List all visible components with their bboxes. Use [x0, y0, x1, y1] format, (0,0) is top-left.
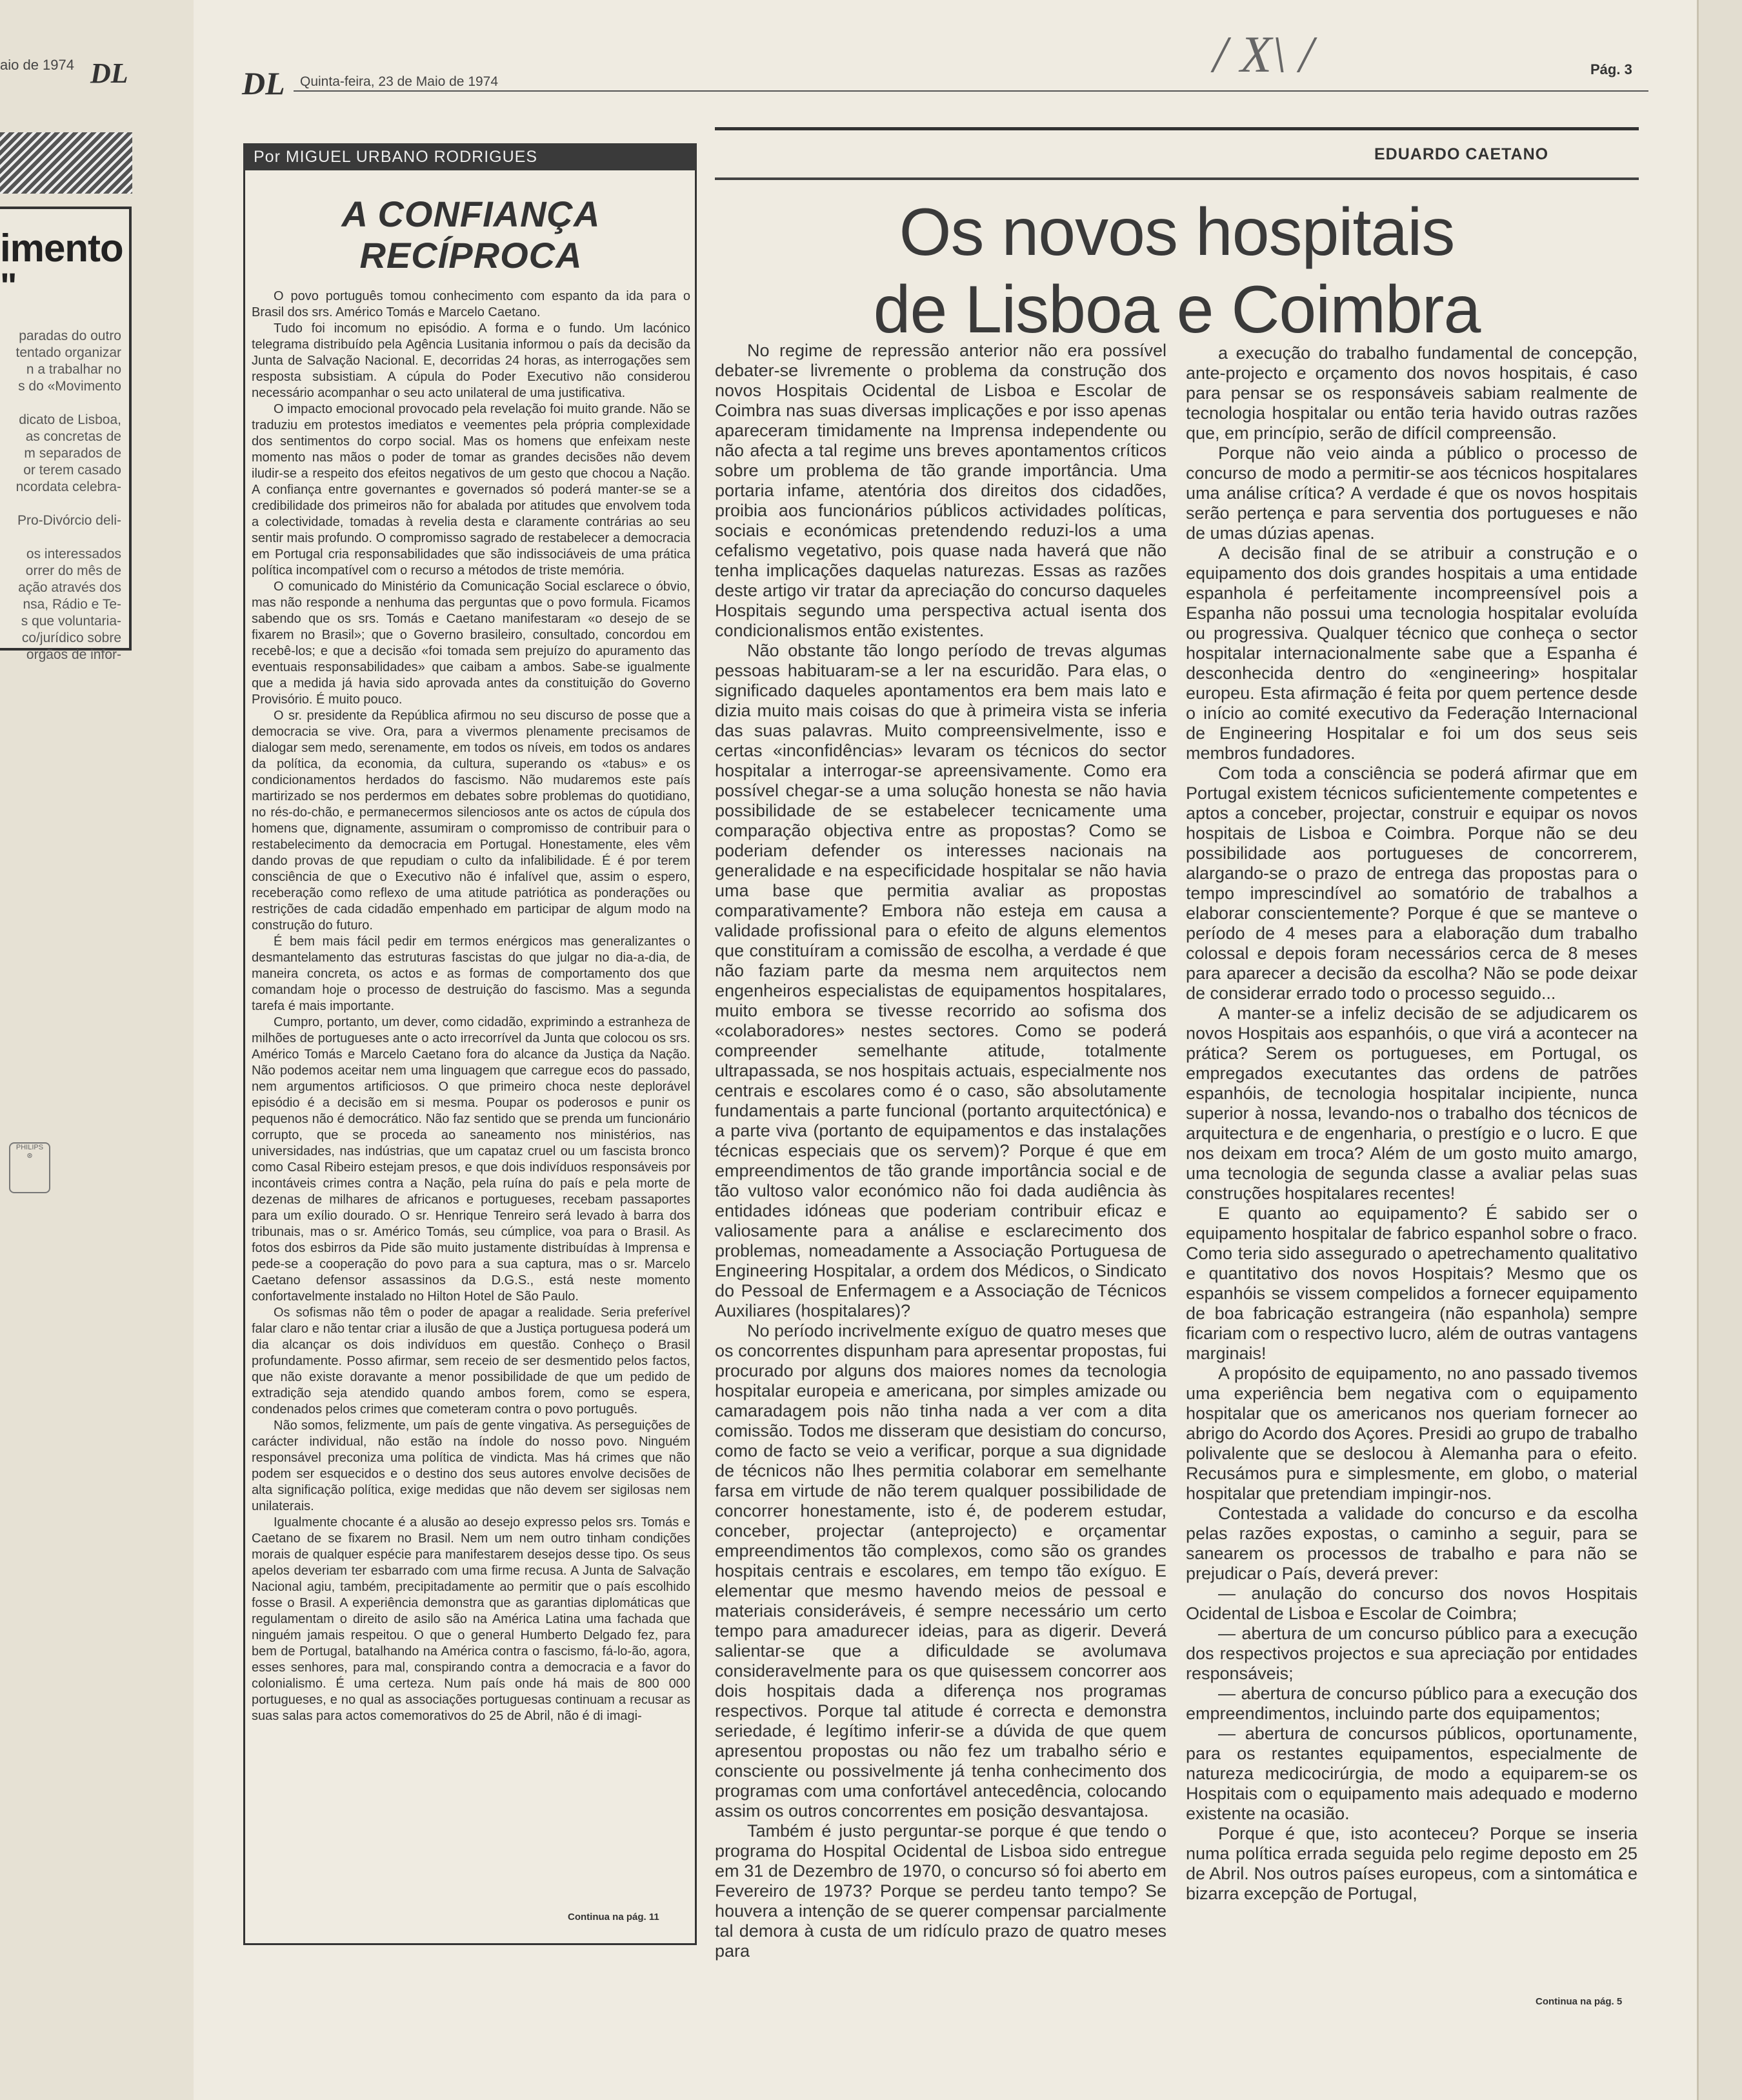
left-paragraph: O impacto emocional provocado pela revelação foi muito grande. Não se traduziu em protestos imediatos e veementes pela própria complexidade dos sentimentos do corpo social. Mas os homens que enfeixam neste momento nas mãos o poder de tomar as grandes decisões não devem iludir-se a respeito dos efeitos negativos de um gesto que chocou a Nação. A confiança entre governantes e governados só poderá manter-se se a credibilidade dos primeiros não for abalada por atitudes que envolvem toda a colectividade, tomadas à revelia desta e claramente contrárias ao seu sentir mais profundo. O compromisso sagrado de restabelecer a democracia em Portugal cria responsabilidades que são indissociáveis de uma prática política incompatível com o recurso a métodos de triste memória.	[252, 402, 690, 578]
main-paragraph: No regime de repressão anterior não era possível debater-se livremente o problema da construção dos novos Hospitais Ocidental de Lisboa e Escolar de Coimbra nas suas diversas implicações e por isso apenas apareceram timidamente na Imprensa independente ou não afecta a tal regime uns breves apontamentos críticos sobre um problema de tão grande importância. Uma portaria infame, atentória dos direitos dos cidadões, proibia aos funcionários públicos actividades políticas, sociais e económicas pretendendo reduzi-los a uma cefalismo vegetativo, pois quase nada haverá que não tenha implicações daquelas naturezas. Essas as razões deste artigo vir tratar da apreciação do concurso daqueles Hospitais segundo uma perspectiva actual isenta dos condicionalismos então existentes.	[715, 341, 1166, 640]
main-title-rule	[715, 177, 1639, 180]
main-paragraph: Contestada a validade do concurso e da escolha pelas razões expostas, o caminho a seguir, para se sanearem os processos de trabalho e para não se prejudicar o País, deverá prever:	[1186, 1504, 1637, 1583]
left-paragraph: O sr. presidente da República afirmou no seu discurso de posse que a democracia se vive. Ora, para a vivermos plenamente precisamos de dialogar sem medo, serenamente, em todos os níveis, em todos os andares da política, da economia, da cultura, superando os «tabus» e os condicionamentos herdados do fascismo. Não mudaremos este país martirizado se nos perdermos em debates sobre problemas do quotidiano, no rés-do-chão, e permanecermos silenciosos ante os actos de cúpula dos homens que, dignamente, assumiram o compromisso de contribuir para o restabelecimento da democracia em Portugal. Honestamente, eles vêm dando provas de que repudiam o culto da infalibilidade. É é por terem consciência de que o Executivo não é infalível que, assim o espero, receberação como reflexo de uma atitude patriótica as ponderações ou restrições de cada cidadão empenhado em participar de algum modo na construção do futuro.	[252, 709, 690, 933]
left-paragraph: O comunicado do Ministério da Comunicação Social esclarece o óbvio, mas não responde a nenhuma das perguntas que o povo formula. Ficamos sabendo que os srs. Tomás e Caetano manifestaram «o desejo de se fixarem no Brasil»; que o Governo brasileiro, consultado, concordou em recebê-los; e que a decisão «foi tomada sem prejuízo do apuramento das eventuais responsabilidades» que caibam a ambos. Sabe-se igualmente que a medida já havia sido aprovada antes da constituição do Governo Provisório. É muito pouco.	[252, 580, 690, 707]
main-paragraph: Não obstante tão longo período de trevas algumas pessoas habituaram-se a ler na escuridão. Para elas, o significado daqueles apontamentos era bem mais lato e dizia muito mais coisas do que à primeira vista se inferia das suas palavras. Muito compreensivelmente, isso e certas «inconfidências» levaram os técnicos do sector hospitalar a interrogar-se apreensivamente. Como era possível chegar-se a uma solução honesta se não havia possibilidade de se estabelecer tecnicamente uma comparação objectiva entre as propostas? Como se poderiam defender os interesses nacionais na generalidade e na especificidade hospitalar se não havia uma base que permitia avaliar as propostas comparativamente? Embora não esteja em causa a validade profissional para o efeito de alguns elementos que constituíram a comissão de escolha, a verdade é que não faziam parte da mesma nem arquitectos nem engenheiros especialistas de equipamentos hospitalares, muito embora se tivesse recorrido ao sofisma dos «colaboradores» nestes sectores. Como se poderá compreender semelhante atitude, totalmente ultrapassada, se nos hospitais actuais, especialmente nos centrais e escolares como é o caso, são absolutamente fundamentais a parte funcional (portanto arquitectónica) e a parte viva (portanto de equipamentos e das instalações técnicas especiais que os servem)? Porque é que em empreendimentos de tão grande importância social e de tão vultoso valor económico não foi dada audiência às entidades idóneas que poderiam contribuir eficaz e valiosamente para a análise e esclarecimento dos problemas, nomeadamente a Associação Portuguesa de Engineering Hospitalar, a ordem dos Médicos, o Sindicato do Pessoal de Enfermagem e a Associação de Técnicos Auxiliares (hospitalares)?	[715, 641, 1166, 1320]
prev-page-quote: "	[0, 265, 17, 306]
left-paragraph: Cumpro, portanto, um dever, como cidadão, exprimindo a estranheza de milhões de portugueses ante o acto irrecorrível da Junta que colocou os srs. Américo Tomás e Marcelo Caetano fora do alcance da Justiça da Nação. Não podemos aceitar nem uma linguagem que carregue ecos do passado, nem argumentos artificiosos. O que primeiro choca neste deplorável episódio é a decisão em si mesma. Poupar os poderosos e punir os pequenos não é democrático. Não faz sentido que se prenda um funcionário corrupto, que se proceda ao saneamento nos ministérios, nas universidades, nas indústrias, que um capataz cruel ou um fascista bronco como Casal Ribeiro estejam presos, e que dois indivíduos responsáveis por incontáveis crimes contra a Nação, pela ruína do país e pela morte de dezenas de milhares de africanos e portugueses, recebam passaportes para um exílio dourado. O sr. Henrique Tenreiro será levado à barra dos tribunais, mas o sr. Américo Tomás, seu cúmplice, voa para o Brasil. As fotos dos esbirros da Pide são muito justamente distribuídas à Imprensa e pede-se a cooperação do povo para a sua captura, mas o sr. Marcelo Caetano defensor assassinos da D.G.S., está neste momento confortavelmente instalado no Hilton Hotel de São Paulo.	[252, 1015, 690, 1304]
prev-page-line: nsa, Rádio e Te-	[23, 597, 121, 612]
prev-page-logo: DL	[90, 57, 128, 89]
prev-page-date: aio de 1974	[0, 57, 74, 73]
main-column-2	[1186, 343, 1637, 1963]
main-paragraph: E quanto ao equipamento? É sabido ser o equipamento hospitalar de fabrico espanhol sobre o fraco. Como teria sido assegurado o apetrechamento qualitativo e quantitativo dos novos Hospitais? Mesmo que os espanhóis se vissem compelidos a fornecer equipamento de boa fabricação estrangeira (não espanhola) sempre ficariam com o respectivo lucro, além de outras vantagens marginais!	[1186, 1204, 1637, 1363]
left-paragraph: Igualmente chocante é a alusão ao desejo expresso pelos srs. Tomás e Caetano de se fixarem no Brasil. Nem um nem outro tinham condições morais de qualquer espécie para manifestarem desejos desse tipo. Os seus apelos deveriam ter esbarrado com uma firme recusa. A Junta de Salvação Nacional agiu, também, precipitadamente ao permitir que o país escolhido fosse o Brasil. A experiência demonstra que as garantias diplomáticas que regulamentam o direito de asilo são na América Latina uma fachada que ninguém jamais respeitou. O que o general Humberto Delgado fez, para bem de Portugal, batalhando na América contra o fascismo, fá-lo-ão, agora, esses senhores, para mal, conspirando contra a democracia e a favor do colonialismo. É uma certeza. Num país onde há mais de 800 000 portugueses, e no qual as associações portuguesas continuam a recusar as suas salas para actos comemorativos do 25 de Abril, não é di imagi-	[252, 1515, 690, 1723]
prev-page-line: tentado organizar	[15, 345, 121, 360]
prev-page-line: orgãos de infor-	[26, 647, 121, 662]
prev-page-line: m separados de	[24, 446, 121, 461]
main-paragraph: Também é justo perguntar-se porque é que tendo o programa do Hospital Ocidental de Lisboa sido entregue em 31 de Dezembro de 1970, o concurso só foi aberto em Fevereiro de 1973? Porque se perdeu tanto tempo? Se houvera a intenção de se querer compensar parcialmente tal demora à custa de um ridículo prazo de quatro meses para	[715, 1821, 1166, 1961]
main-continued: Continua na pág. 5	[1536, 1996, 1623, 2007]
main-paragraph: — abertura de concursos públicos, oportunamente, para os restantes equipamentos, especialmente de natureza medicocirúrgia, de modo a equiparem-se os Hospitais com o equipamento mais adequado e moderno existente na ocasião.	[1186, 1724, 1637, 1823]
left-headline-line-1: A CONFIANÇA	[341, 194, 601, 234]
prev-page-line: dicato de Lisboa,	[19, 412, 121, 427]
main-top-rule	[715, 127, 1639, 130]
left-headline	[258, 194, 684, 276]
left-byline: Por MIGUEL URBANO RODRIGUES	[243, 143, 697, 170]
main-paragraph: — abertura de um concurso público para a execução dos respectivos projectos e sua apreciação por entidades responsáveis;	[1186, 1624, 1637, 1683]
main-paragraph: — abertura de concurso público para a execução dos empreendimentos, incluindo parte dos equipamentos;	[1186, 1684, 1637, 1723]
prev-page-line: orrer do mês de	[25, 563, 121, 578]
prev-page-line: n a trabalhar no	[26, 362, 121, 377]
prev-page-line: s que voluntaria-	[21, 614, 121, 629]
masthead-logo: DL	[242, 65, 285, 101]
prev-page-line: ncordata celebra-	[15, 480, 121, 494]
masthead-date: Quinta-feira, 23 de Maio de 1974	[300, 74, 499, 89]
left-paragraph: Os sofismas não têm o poder de apagar a realidade. Seria preferível falar claro e não tentar criar a ilusão de que a Justiça portuguesa poderá um dia alcançar os dois indivíduos em questão. Conheço o Brasil profundamente. Posso afirmar, sem receio de ser desmentido pelos factos, que não existe doravante a menor possibilidade de que um pedido de extradição seja atendido quando ambos forem, como se espera, condenados pelos crimes que cometeram contra o povo português.	[252, 1306, 690, 1417]
left-headline-line-2: RECÍPROCA	[359, 235, 583, 276]
philips-logo: PHILIPS ⊛	[9, 1142, 50, 1193]
prev-page-line: as concretas de	[25, 429, 121, 444]
main-paragraph: — anulação do concurso dos novos Hospitais Ocidental de Lisboa e Escolar de Coimbra;	[1186, 1584, 1637, 1623]
left-paragraph: Não somos, felizmente, um país de gente vingativa. As perseguições de carácter individual, não estão na índole do nosso povo. Ninguém responsável preconiza uma política de vindicta. Mas há crimes que não podem ser esquecidos e o destino dos seus autores envolve decisões de alta significação política, exige medidas que não devem ser sigilosas nem unilaterais.	[252, 1419, 690, 1513]
main-title-line-1: Os novos hospitais	[899, 195, 1455, 270]
prev-page-line: ação através dos	[18, 580, 121, 595]
main-paragraph: A decisão final de se atribuir a construção e o equipamento dos dois grandes hospitais a uma entidade espanhola é perfeitamente incompreensível pois a Espanha não possui uma tecnologia hospitalar evoluída ou progressiva. Qualquer técnico que conheça o sector hospitalar internacionalmente sabe que a Espanha é desconhecida dentro do «engineering» hospitalar europeu. Esta afirmação é feita por quem pertence desde o início ao comité executivo da Federação Internacional de Engineering Hospitalar e foi um dos seus seis membros fundadores.	[1186, 543, 1637, 763]
prev-page-title: imento	[0, 227, 123, 270]
left-paragraph: O povo português tomou conhecimento com espanto da ida para o Brasil dos srs. Américo Tomás e Marcelo Caetano.	[252, 289, 690, 319]
prev-page-line: or terem casado	[23, 463, 121, 478]
left-paragraph: Tudo foi incomum no episódio. A forma e o fundo. Um lacónico telegrama distribuído pela Agência Lusitania informou o país da decisão da Junta de Salvação Nacional. E, decorridas 24 horas, as interrogações sem resposta subsistiam. A cúpula do Poder Executivo não considerou necessário acompanhar o seu acto unilateral de uma justificativa.	[252, 321, 690, 400]
main-paragraph: Porque é que, isto aconteceu? Porque se inseria numa política errada seguida pelo regime deposto em 25 de Abril. Nos outros países europeus, com a sintomática e bizarra excepção de Portugal,	[1186, 1824, 1637, 1903]
prev-page-line: s do «Movimento	[18, 379, 121, 394]
left-continued: Continua na pág. 11	[568, 1912, 659, 1923]
main-paragraph: a execução do trabalho fundamental de concepção, ante-projecto e orçamento dos novos hospitais, é caso para pensar se os responsáveis sabiam realmente de tecnologia hospitalar ou então teria havido outras razões que, em princípio, serão de difícil compreensão.	[1186, 343, 1637, 443]
main-title-line-2: de Lisboa e Coimbra	[873, 272, 1481, 347]
prev-page-line: paradas do outro	[19, 328, 121, 343]
left-article-body	[252, 288, 690, 1876]
main-paragraph: No período incrivelmente exíguo de quatro meses que os concorrentes dispunham para apresentar propostas, fui procurado por alguns dos maiores nomes da tecnologia hospitalar europeia e americana, por simples amizade ou camaradagem pois não tinha nada a ver com a dita comissão. Todos me disseram que desistiam do concurso, como de facto se veio a verificar, porque a sua dignidade de técnicos não lhes permitia colaborar em semelhante farsa em virtude de não terem qualquer possibilidade de concorrer honestamente, isto é, de poderem estudar, conceber, projectar (anteprojecto) e orçamentar empreendimentos tão complexos, como são os grandes hospitais centrais e escolares, em tempo tão exíguo. E elementar que mesmo havendo meios de pessoal e materiais consideráveis, é sempre necessário um certo tempo para amadurecer ideias, para as digerir. Deverá salientar-se que a dificuldade se avolumava consideravelmente para os que quisessem concorrer aos dois hospitais dada a diferença nos programas respectivos. Porque tal atitude é correcta e demonstra seriedade, é legítimo inferir-se a dúvida de que quem apresentou propostas ou não fez um trabalho sério e consciente ou possivelmente já tenha conhecimento dos programas com uma confortável antecedência, colocando assim os outros concorrentes em posição desvantajosa.	[715, 1321, 1166, 1821]
main-paragraph: Com toda a consciência se poderá afirmar que em Portugal existem técnicos suficientemente competentes e aptos a conceber, projectar, construir e equipar os novos hospitais de Lisboa e Coimbra. Porque não se deu possibilidade aos portugueses de concorrerem, alargando-se o prazo de entrega das propostas para o tempo imprescindível ao somatório de trabalhos a elaborar conscientemente? Porque é que se manteve o período de 4 meses para a elaboração dum trabalho colossal e depois foram necessários cerca de 8 meses para aparecer a decisão da escolha? Não se pode deixar de considerar errado todo o processo seguido...	[1186, 763, 1637, 1003]
left-paragraph: É bem mais fácil pedir em termos enérgicos mas generalizantes o desmantelamento das estruturas fascistas do que julgar no dia-a-dia, de maneira concreta, os actos e as formas de comportamento dos que comandam hoje o processo de destruição do fascismo. Mas a segunda tarefa é mais importante.	[252, 934, 690, 1013]
masthead-rule	[294, 90, 1648, 92]
main-author: EDUARDO CAETANO	[1374, 145, 1549, 163]
main-paragraph: Porque não veio ainda a público o processo de concurso de modo a permitir-se aos técnicos hospitalares uma análise crítica? A verdade é que os novos hospitais serão pertença e para serventia dos portugueses e não de umas dúzias apenas.	[1186, 443, 1637, 543]
main-paragraph: A manter-se a infeliz decisão de se adjudicarem os novos Hospitais aos espanhóis, o que virá a acontecer na prática? Serem os portugueses, em Portugal, os empregados executantes das ordens de patrões espanhóis, de tecnologia hospitalar incipiente, nunca superior à nossa, levando-nos o trabalho dos técnicos de arquitectura e de engenharia, o prestígio e o lucro. E que nos deixam em troca? Além de um gosto muito amargo, uma tecnologia de segunda classe a avaliar pelas suas construções hospitalares recentes!	[1186, 1004, 1637, 1203]
prev-page-hatch	[0, 132, 132, 194]
page-number: Pág. 3	[1590, 61, 1632, 77]
prev-page-line: Pro-Divórcio deli-	[17, 513, 121, 528]
prev-page-line: os interessados	[26, 547, 121, 561]
main-paragraph: A propósito de equipamento, no ano passado tivemos uma experiência bem negativa com o equipamento hospitalar que os americanos nos queriam fornecer ao abrigo do Acordo dos Açores. Presidi ao grupo de trabalho polivalente que se deslocou à Alemanha para o efeito. Recusámos pura e simplesmente, em globo, o material hospitalar que pretendiam impingir-nos.	[1186, 1364, 1637, 1503]
handwritten-stamp: / X\ /	[1213, 26, 1314, 83]
prev-page-line: co/jurídico sobre	[21, 631, 121, 645]
main-column-1	[715, 341, 1166, 1961]
main-title	[715, 194, 1639, 348]
page-edge	[1697, 0, 1742, 2100]
